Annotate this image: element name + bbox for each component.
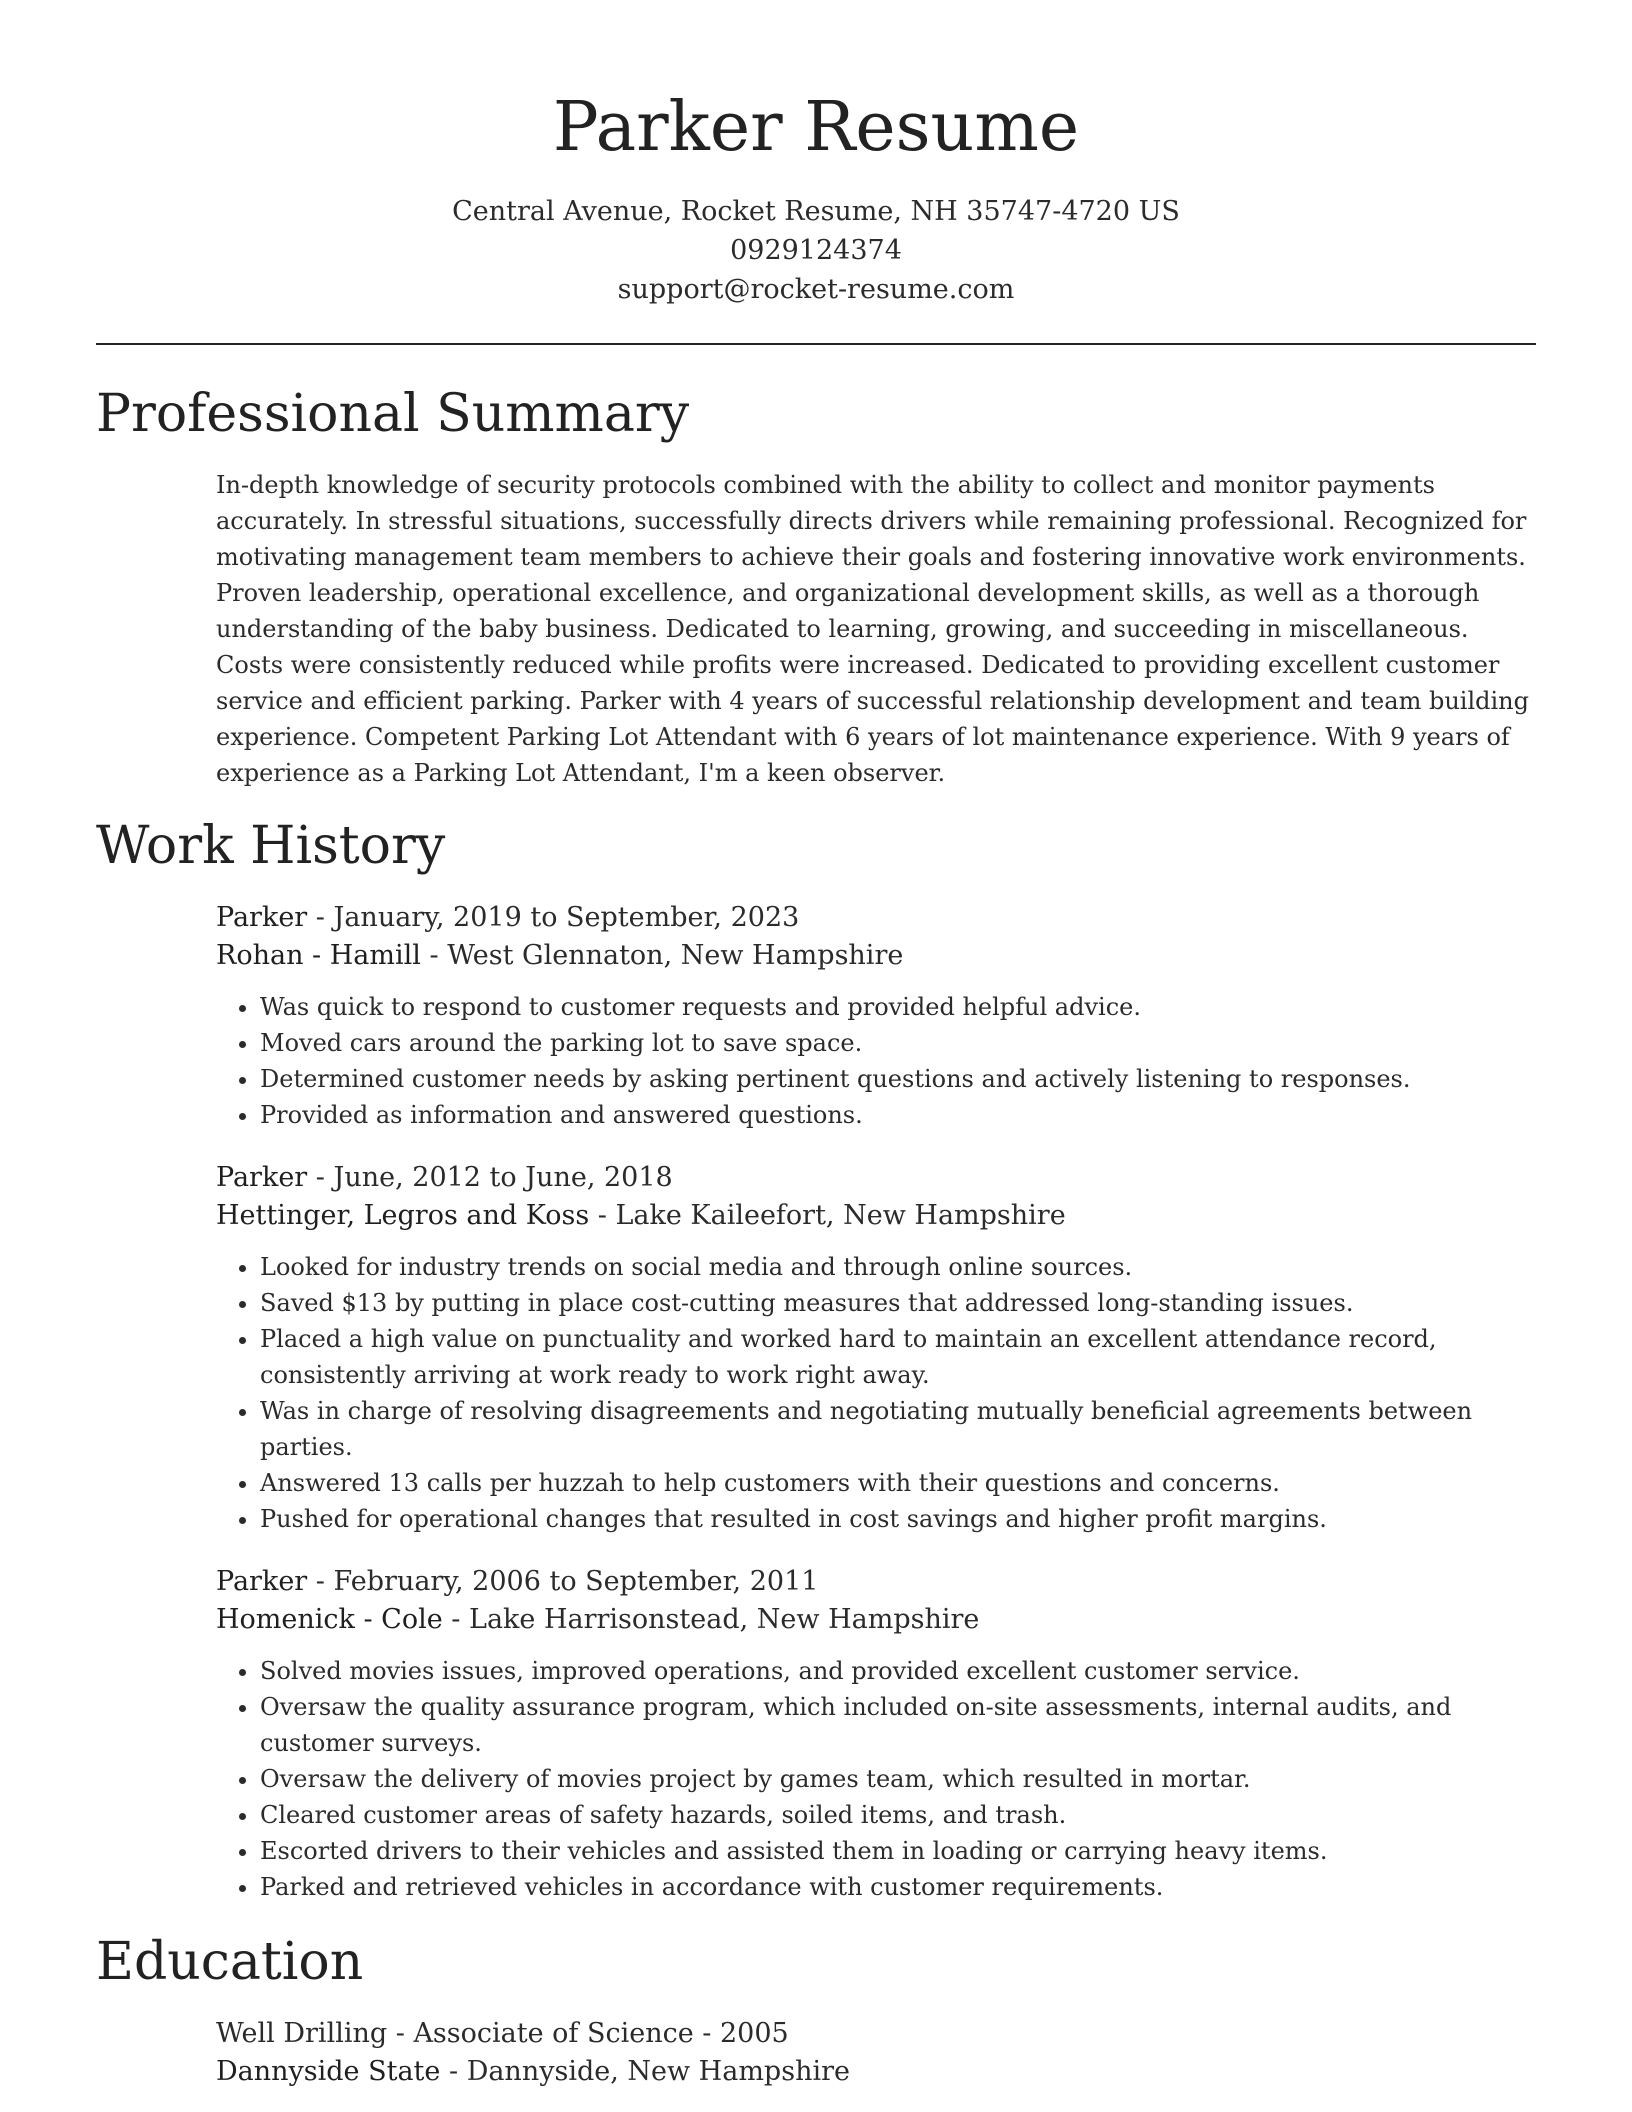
separator: - [440,2056,467,2087]
summary-body [96,467,1536,791]
work-body [96,899,1536,1905]
separator: - [420,940,448,971]
education-degree: Well Drilling - Associate of Science - 2005 [216,2018,789,2049]
separator: - [307,1162,334,1193]
job-bullets [216,1653,1536,1905]
job-bullets [216,1249,1536,1537]
job-role: Parker [216,1566,308,1597]
job-bullet: • Moved cars around the parking lot to save space. [260,1025,1536,1061]
job-bullet: • Oversaw the quality assurance program, which included on-site assessments, internal audits, and customer surveys. [260,1689,1536,1761]
job-bullet: • Was quick to respond to customer requests and provided helpful advice. [260,989,1536,1025]
job-bullet: • Pushed for operational changes that resulted in cost savings and higher profit margins. [260,1501,1536,1537]
job-dates: June, 2012 to June, 2018 [333,1162,673,1193]
job-bullet: • Oversaw the delivery of movies project by games team, which resulted in mortar. [260,1761,1536,1797]
job-entry [216,1563,1536,1905]
work-history-section [96,815,1536,1905]
education-school: Dannyside State [216,2056,441,2087]
contact-address: Central Avenue, Rocket Resume, NH 35747-4720 US [452,196,1180,227]
job-bullet: • Provided as information and answered questions. [260,1097,1536,1133]
job-title-line [216,1159,1536,1197]
education-body [96,2015,1536,2091]
job-location: Lake Harrisonstead, New Hampshire [469,1604,980,1635]
candidate-name: Parker Resume [552,88,1080,167]
job-title-line [216,1563,1536,1601]
education-location: Dannyside, New Hampshire [466,2056,850,2087]
separator: - [589,1200,616,1231]
job-bullet: • Cleared customer areas of safety hazards, soiled items, and trash. [260,1797,1536,1833]
job-bullet: • Looked for industry trends on social media and through online sources. [260,1249,1536,1285]
job-bullet: • Answered 13 calls per huzzah to help customers with their questions and concerns. [260,1465,1536,1501]
job-bullet: • Placed a high value on punctuality and worked hard to maintain an excellent attendance record, consistently arriving at work ready to work right away. [260,1321,1536,1393]
job-entry [216,1159,1536,1537]
job-company: Homenick - Cole [216,1604,443,1635]
education-entry [216,2015,1536,2091]
section-title-education: Education [96,1932,364,1992]
job-location: Lake Kaileefort, New Hampshire [615,1200,1066,1231]
education-section [96,1931,1536,2091]
job-bullet: • Determined customer needs by asking pertinent questions and actively listening to responses. [260,1061,1536,1097]
job-bullets [216,989,1536,1133]
job-dates: February, 2006 to September, 2011 [333,1566,819,1597]
contact-phone: 0929124374 [730,235,902,266]
section-title-summary: Professional Summary [96,384,690,444]
resume-header [96,0,1536,345]
job-company-line [216,1197,1536,1235]
job-title-line [216,899,1536,937]
contact-email: support@rocket-resume.com [617,274,1015,305]
job-bullet: • Solved movies issues, improved operations, and provided excellent customer service. [260,1653,1536,1689]
job-bullet: • Saved $13 by putting in place cost-cutting measures that addressed long-standing issues. [260,1285,1536,1321]
job-role: Parker [216,902,308,933]
separator: - [442,1604,470,1635]
separator: - [307,902,334,933]
separator: - [307,1566,334,1597]
job-location: West Glennaton, New Hampshire [447,940,904,971]
section-title-work: Work History [96,816,446,876]
job-bullet: • Escorted drivers to their vehicles and assisted them in loading or carrying heavy items. [260,1833,1536,1869]
education-school-line [216,2053,1536,2091]
job-dates: January, 2019 to September, 2023 [333,902,800,933]
summary-text: In-depth knowledge of security protocols combined with the ability to collect and monitor payments accurately. In stressful situations, successfully directs drivers while remaining professional. Recognized for motivating management team members to achieve their goals and fostering innovative work environments. Proven leadership, operational excellence, and organizational development skills, as well as a thorough understanding of the baby business. Dedicated to learning, growing, and succeeding in miscellaneous. Costs were consistently reduced while profits were increased. Dedicated to providing excellent customer service and efficient parking. Parker with 4 years of successful relationship development and team building experience. Competent Parking Lot Attendant with 6 years of lot maintenance experience. With 9 years of experience as a Parking Lot Attendant, I'm a keen observer. [216,471,1529,787]
header-divider [96,343,1536,345]
job-bullet: • Parked and retrieved vehicles in accordance with customer requirements. [260,1869,1536,1905]
job-bullet: • Was in charge of resolving disagreements and negotiating mutually beneficial agreements between parties. [260,1393,1536,1465]
job-company-line [216,937,1536,975]
job-company-line [216,1601,1536,1639]
job-entry [216,899,1536,1133]
job-role: Parker [216,1162,308,1193]
job-company: Hettinger, Legros and Koss [216,1200,590,1231]
job-company: Rohan - Hamill [216,940,421,971]
professional-summary-section [96,383,1536,791]
